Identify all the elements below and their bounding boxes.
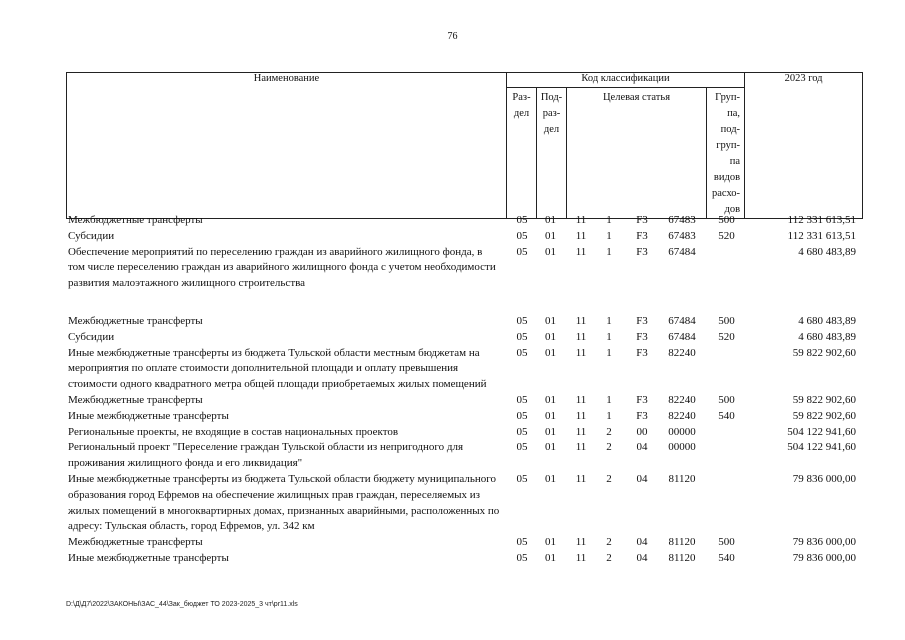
cell-sum: 4 680 483,89 bbox=[798, 314, 856, 327]
cell-direction: 81120 bbox=[668, 536, 696, 549]
table-row bbox=[66, 346, 862, 393]
cell-subprogram: 2 bbox=[606, 536, 612, 549]
footer-path: D:\Д\Д7\2022\ЗАКОНЫ\ЗАС_44\Зак_бюджет ТО 2023-2025_3 чт\pr11.xls bbox=[66, 601, 298, 608]
cell-name: Иные межбюджетные трансферты bbox=[68, 551, 229, 564]
cell-podrazdel: 01 bbox=[545, 425, 556, 438]
cell-razdel: 05 bbox=[516, 245, 528, 258]
cell-direction: 82240 bbox=[668, 409, 696, 422]
cell-program: 11 bbox=[575, 551, 587, 564]
cell-program: 11 bbox=[575, 330, 587, 343]
cell-subprogram: 1 bbox=[606, 346, 612, 359]
cell-program: 11 bbox=[575, 314, 587, 327]
cell-name: Иные межбюджетные трансферты bbox=[68, 409, 229, 422]
cell-razdel: 05 bbox=[516, 472, 528, 485]
cell-razdel: 05 bbox=[516, 425, 528, 438]
cell-program: 11 bbox=[575, 346, 587, 359]
cell-group: 500 bbox=[718, 536, 735, 549]
cell-direction: 82240 bbox=[668, 393, 696, 406]
cell-sum: 79 836 000,00 bbox=[792, 472, 856, 485]
cell-sum: 59 822 902,60 bbox=[792, 409, 856, 422]
cell-razdel: 05 bbox=[516, 346, 528, 359]
table-row bbox=[66, 551, 862, 567]
cell-podrazdel: 01 bbox=[545, 229, 556, 242]
cell-program: 11 bbox=[575, 425, 587, 438]
table-row bbox=[66, 213, 862, 229]
table-row bbox=[66, 330, 862, 346]
cell-group: 500 bbox=[718, 314, 735, 327]
cell-subprogram: 2 bbox=[606, 472, 612, 485]
cell-subprogram: 2 bbox=[606, 551, 612, 564]
header-podrazdel bbox=[537, 88, 567, 219]
cell-podrazdel: 01 bbox=[545, 245, 556, 258]
table-header bbox=[66, 72, 863, 219]
cell-program: 11 bbox=[575, 441, 587, 454]
cell-subprogram: 1 bbox=[606, 314, 612, 327]
table-row bbox=[66, 314, 862, 330]
cell-project: F3 bbox=[636, 314, 648, 327]
cell-sum: 59 822 902,60 bbox=[792, 346, 856, 359]
cell-name: Иные межбюджетные трансферты из бюджета Тульской области местным бюджетам на мероприятия по оплате стоимости дополнительной площади и оплату превышения стоимости одного квадратного метра общей площади приобретаемых жилых помещений bbox=[68, 346, 487, 391]
cell-podrazdel: 01 bbox=[545, 441, 556, 454]
cell-sum: 112 331 613,51 bbox=[787, 214, 856, 226]
cell-direction: 67484 bbox=[668, 314, 696, 327]
cell-group: 520 bbox=[718, 330, 735, 343]
cell-podrazdel: 01 bbox=[545, 472, 556, 485]
cell-group: 500 bbox=[718, 214, 735, 226]
cell-subprogram: 1 bbox=[606, 330, 612, 343]
cell-project: F3 bbox=[636, 393, 648, 406]
table-row bbox=[66, 229, 862, 245]
cell-name: Межбюджетные трансферты bbox=[68, 214, 203, 226]
cell-program: 11 bbox=[575, 409, 587, 422]
cell-razdel: 05 bbox=[516, 393, 528, 406]
cell-razdel: 05 bbox=[516, 214, 528, 226]
cell-sum: 59 822 902,60 bbox=[792, 393, 856, 406]
cell-project: 00 bbox=[636, 425, 648, 438]
cell-name: Региональные проекты, не входящие в состав национальных проектов bbox=[68, 425, 399, 438]
cell-name: Межбюджетные трансферты bbox=[68, 314, 203, 327]
cell-subprogram: 2 bbox=[606, 425, 612, 438]
cell-podrazdel: 01 bbox=[545, 346, 556, 359]
cell-sum: 112 331 613,51 bbox=[787, 229, 856, 242]
cell-program: 11 bbox=[575, 214, 587, 226]
cell-direction: 82240 bbox=[668, 346, 696, 359]
cell-subprogram: 1 bbox=[606, 214, 612, 226]
header-razdel-text: Раз- дел bbox=[512, 92, 531, 119]
cell-sum: 4 680 483,89 bbox=[798, 330, 856, 343]
cell-razdel: 05 bbox=[516, 536, 528, 549]
header-code: Код классификации bbox=[507, 73, 745, 88]
cell-razdel: 05 bbox=[516, 409, 528, 422]
cell-group: 500 bbox=[718, 393, 735, 406]
cell-project: F3 bbox=[636, 245, 648, 258]
header-year-cont bbox=[745, 88, 863, 219]
cell-direction: 00000 bbox=[668, 425, 696, 438]
table-row bbox=[66, 440, 862, 472]
cell-subprogram: 1 bbox=[606, 229, 612, 242]
cell-razdel: 05 bbox=[516, 441, 528, 454]
header-name: Наименование bbox=[67, 73, 507, 219]
cell-direction: 81120 bbox=[668, 472, 696, 485]
cell-sum: 504 122 941,60 bbox=[787, 441, 856, 454]
cell-direction: 67484 bbox=[668, 330, 696, 343]
cell-direction: 67484 bbox=[668, 245, 696, 258]
cell-project: F3 bbox=[636, 214, 648, 226]
cell-sum: 504 122 941,60 bbox=[787, 425, 856, 438]
table-row bbox=[66, 245, 862, 292]
cell-project: F3 bbox=[636, 330, 648, 343]
cell-razdel: 05 bbox=[516, 229, 528, 242]
cell-program: 11 bbox=[575, 536, 587, 549]
cell-group: 540 bbox=[718, 409, 735, 422]
cell-podrazdel: 01 bbox=[545, 551, 556, 564]
cell-project: F3 bbox=[636, 229, 648, 242]
header-group bbox=[707, 88, 745, 219]
table-row bbox=[66, 472, 862, 535]
cell-razdel: 05 bbox=[516, 330, 528, 343]
header-podrazdel-text: Под- раз- дел bbox=[540, 92, 563, 135]
cell-name: Межбюджетные трансферты bbox=[68, 536, 203, 549]
cell-subprogram: 1 bbox=[606, 393, 612, 406]
cell-direction: 81120 bbox=[668, 551, 696, 564]
table-row bbox=[66, 393, 862, 409]
cell-subprogram: 1 bbox=[606, 409, 612, 422]
cell-project: F3 bbox=[636, 409, 648, 422]
cell-podrazdel: 01 bbox=[545, 393, 556, 406]
table-row bbox=[66, 425, 862, 441]
cell-group: 520 bbox=[718, 229, 735, 242]
cell-name: Межбюджетные трансферты bbox=[68, 393, 203, 406]
header-target: Целевая статья bbox=[567, 88, 707, 219]
cell-razdel: 05 bbox=[516, 314, 528, 327]
cell-name: Региональный проект "Переселение граждан Тульской области из непригодного для проживания жилищного фонда и его ликвидация" bbox=[68, 441, 464, 470]
cell-podrazdel: 01 bbox=[545, 314, 556, 327]
header-group-text: Груп- па, под- груп- па видов расхо- дов bbox=[712, 92, 741, 215]
cell-subprogram: 2 bbox=[606, 441, 612, 454]
header-razdel bbox=[507, 88, 537, 219]
cell-podrazdel: 01 bbox=[545, 536, 556, 549]
cell-program: 11 bbox=[575, 393, 587, 406]
cell-project: 04 bbox=[636, 441, 648, 454]
cell-program: 11 bbox=[575, 245, 587, 258]
cell-direction: 67483 bbox=[668, 229, 696, 242]
cell-sum: 79 836 000,00 bbox=[792, 551, 856, 564]
cell-project: F3 bbox=[636, 346, 648, 359]
cell-group: 540 bbox=[718, 551, 735, 564]
header-year: 2023 год bbox=[745, 73, 863, 88]
cell-podrazdel: 01 bbox=[545, 330, 556, 343]
cell-project: 04 bbox=[636, 551, 648, 564]
cell-sum: 4 680 483,89 bbox=[798, 245, 856, 258]
cell-name: Обеспечение мероприятий по переселению граждан из аварийного жилищного фонда, в том числе переселению граждан из аварийного жилищного фонда с учетом необходимости развития малоэтажного жилищного строительства bbox=[68, 245, 496, 290]
cell-direction: 00000 bbox=[668, 441, 696, 454]
table-body bbox=[66, 213, 862, 567]
cell-project: 04 bbox=[636, 536, 648, 549]
cell-program: 11 bbox=[575, 229, 587, 242]
cell-name: Субсидии bbox=[68, 330, 115, 343]
cell-name: Иные межбюджетные трансферты из бюджета Тульской области бюджету муниципального образования город Ефремов на обеспечение жилищных прав граждан, переселяемых из жилых помещений в многоквартирных домах, признанных аварийными, расположенных по адресу: Тульская область, город Ефремов, ул. 342 км bbox=[68, 472, 500, 533]
page-number: 76 bbox=[447, 31, 458, 42]
table-row bbox=[66, 535, 862, 551]
cell-podrazdel: 01 bbox=[545, 214, 556, 226]
cell-program: 11 bbox=[575, 472, 587, 485]
cell-subprogram: 1 bbox=[606, 245, 612, 258]
cell-project: 04 bbox=[636, 472, 648, 485]
cell-direction: 67483 bbox=[668, 214, 696, 226]
cell-podrazdel: 01 bbox=[545, 409, 556, 422]
cell-sum: 79 836 000,00 bbox=[792, 536, 856, 549]
table-row bbox=[66, 409, 862, 425]
cell-razdel: 05 bbox=[516, 551, 528, 564]
cell-name: Субсидии bbox=[68, 229, 115, 242]
